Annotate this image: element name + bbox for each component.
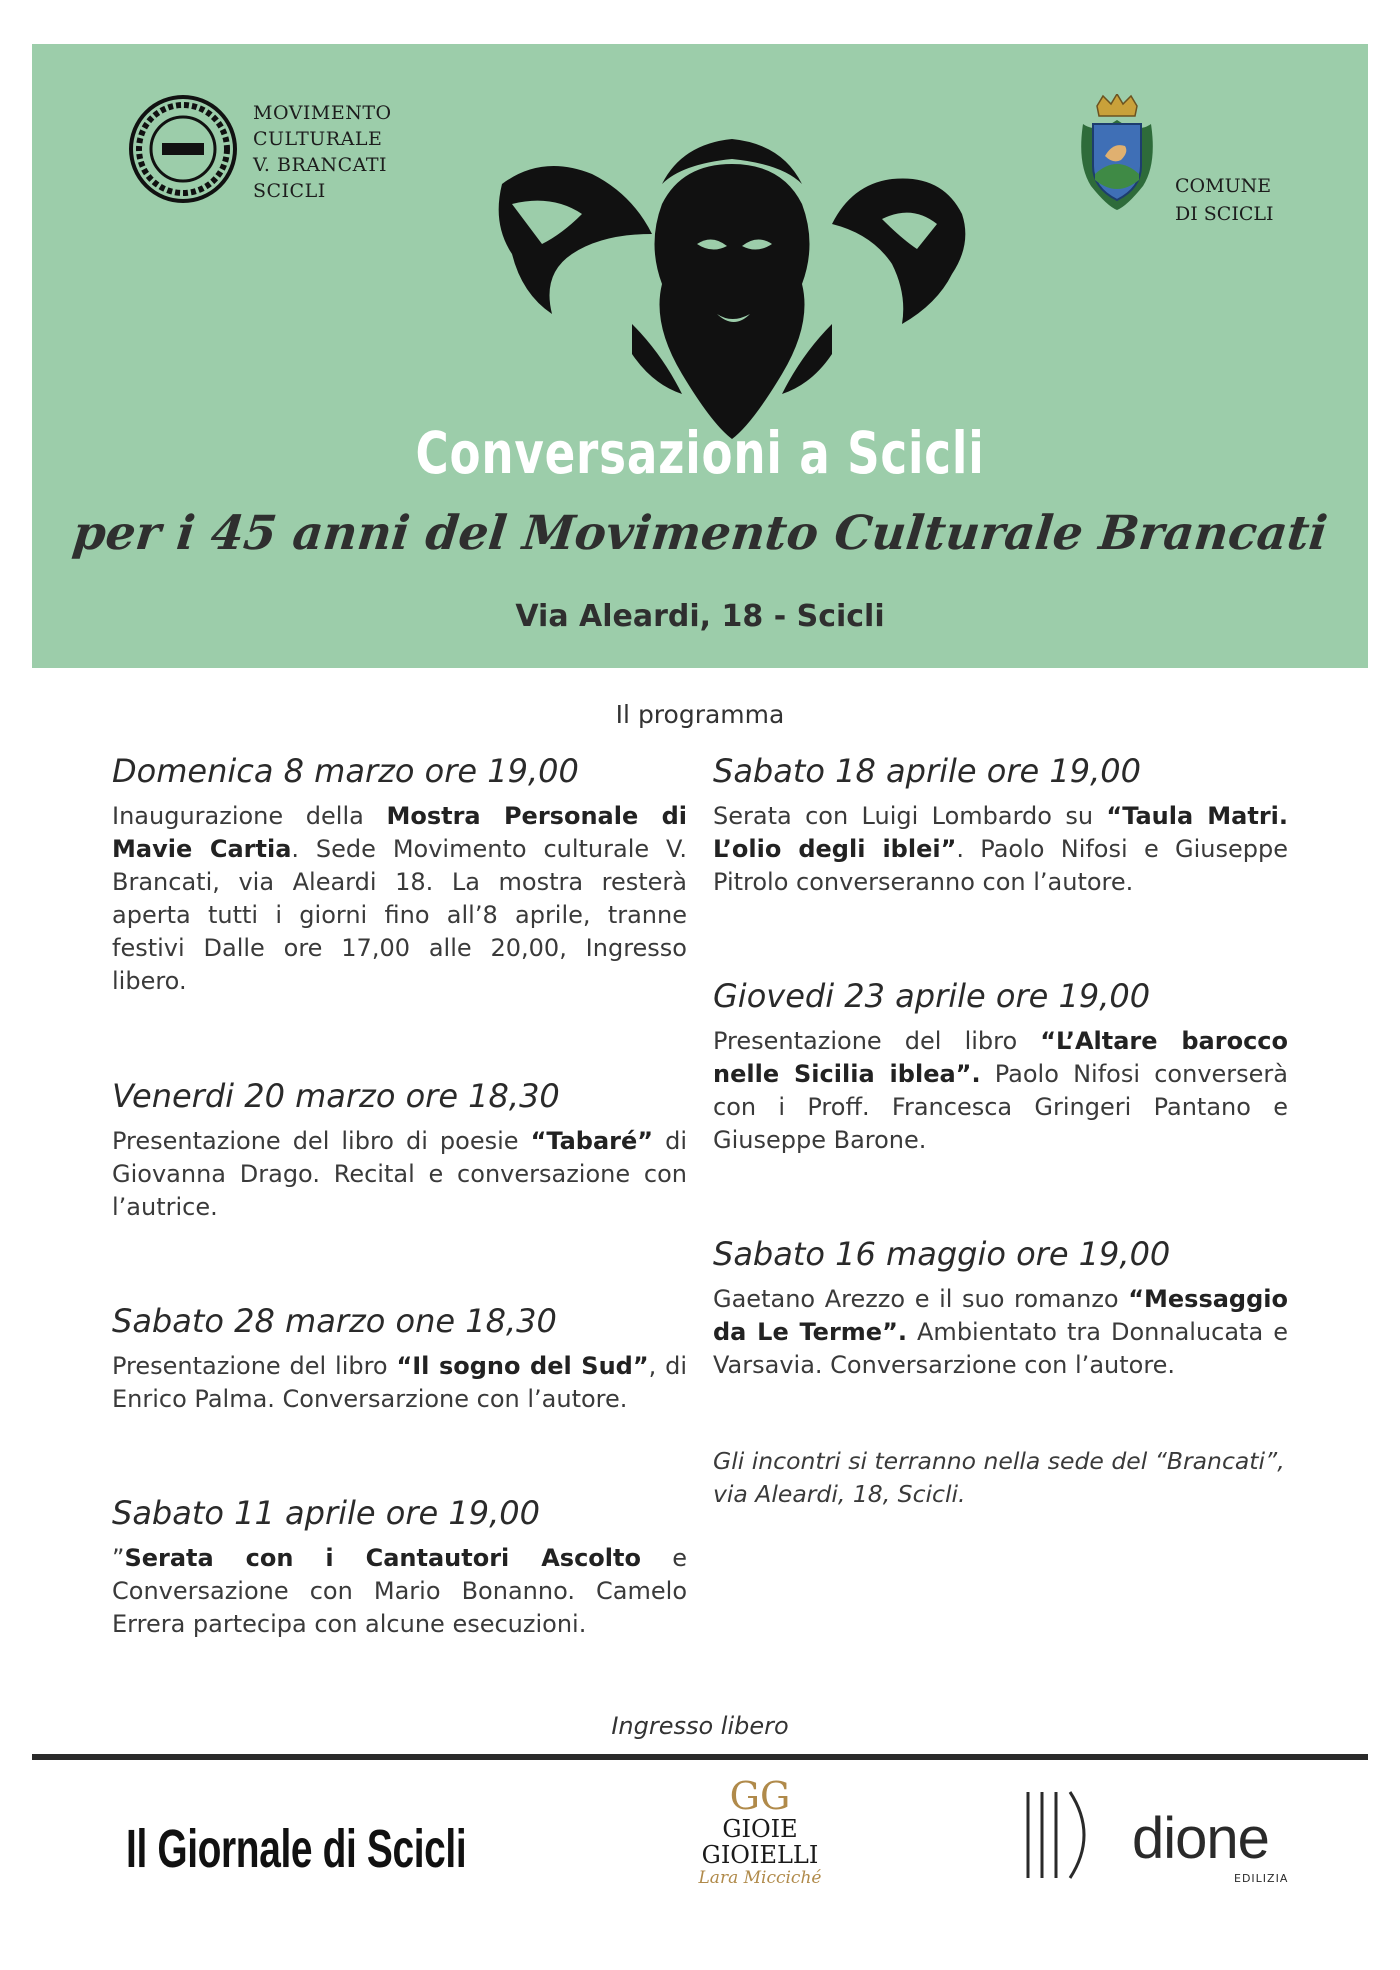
desc-bold: “Il sogno del Sud”	[396, 1352, 649, 1380]
venue-note: Gli incontri si terranno nella sede del “Brancati”, via Aleardi, 18, Scicli.	[713, 1447, 1285, 1508]
event-date: Sabato 28 marzo one 18,30	[112, 1302, 557, 1340]
gioie-name: GIOIE	[722, 1815, 798, 1843]
event-item	[713, 1235, 1288, 1382]
movimento-seal-icon	[128, 94, 238, 204]
event-date: Sabato 16 maggio ore 19,00	[713, 1235, 1171, 1273]
event-date: Venerdi 20 marzo ore 18,30	[112, 1077, 560, 1115]
desc-text: Presentazione del libro di poesie	[112, 1127, 531, 1155]
event-address: Via Aleardi, 18 - Scicli	[515, 599, 885, 634]
comune-name	[1175, 172, 1274, 228]
event-description	[112, 1350, 687, 1416]
desc-text: e Conversazione con Mario Bonanno. Camelo Errera partecipa con alcune esecuzioni.	[112, 1544, 687, 1638]
comune-line: COMUNE	[1175, 175, 1272, 197]
movimento-name	[253, 100, 392, 204]
org-line: MOVIMENTO	[253, 102, 392, 124]
comune-logo	[1077, 94, 1337, 234]
sponsor-giornale-logo: Il Giornale di Scicli	[126, 1819, 467, 1879]
event-date: Sabato 18 aprile ore 19,00	[713, 752, 1141, 790]
sponsor-gioie-logo	[690, 1776, 830, 1906]
event-description	[713, 1025, 1288, 1157]
desc-text: Paolo Nifosi converserà con i Proff. Francesca Gringeri Pantano e Giuseppe Barone.	[713, 1060, 1288, 1154]
desc-text: Serata con Luigi Lombardo su	[713, 802, 1107, 830]
org-line: SCICLI	[253, 180, 326, 202]
comune-line: DI SCICLI	[1175, 203, 1274, 225]
event-date: Giovedi 23 aprile ore 19,00	[713, 977, 1151, 1015]
desc-text: Presentazione del libro	[112, 1352, 397, 1380]
desc-text: , di Enrico Palma. Conversarzione con l’autore.	[112, 1352, 688, 1413]
event-item	[713, 977, 1288, 1157]
header-banner	[32, 44, 1368, 668]
desc-bold: “Taula Matri. L’olio degli iblei”	[713, 802, 1289, 863]
event-item	[112, 1077, 687, 1224]
desc-text: ”	[112, 1544, 125, 1572]
gioie-signature: Lara Micciché	[698, 1868, 822, 1888]
program-heading: Il programma	[615, 700, 785, 729]
desc-bold: Mostra Personale di Mavie Cartia	[112, 802, 687, 863]
event-description	[713, 1283, 1288, 1382]
desc-text: . Sede Movimento culturale V. Brancati, via Aleardi 18. La mostra resterà aperta tutti i giorni fino all’8 aprile, tranne festivi Dalle ore 17,00 alle 20,00, Ingresso libero.	[112, 835, 688, 995]
event-description	[112, 800, 687, 998]
desc-text: . Paolo Nifosi e Giuseppe Pitrolo converseranno con l’autore.	[713, 835, 1289, 896]
event-date: Sabato 11 aprile ore 19,00	[112, 1494, 540, 1532]
event-description	[112, 1125, 687, 1224]
movimento-logo	[128, 94, 508, 214]
coat-of-arms-icon	[1077, 94, 1157, 214]
sponsor-dione-logo	[1022, 1788, 1302, 1888]
org-line: V. BRANCATI	[253, 154, 387, 176]
desc-text: Inaugurazione della	[112, 802, 387, 830]
desc-text: Presentazione del libro	[713, 1027, 1041, 1055]
event-item	[112, 1494, 687, 1641]
event-title: Conversazioni a Scicli	[415, 419, 985, 487]
event-date: Domenica 8 marzo ore 19,00	[112, 752, 579, 790]
desc-bold: “Tabaré”	[530, 1127, 654, 1155]
event-item	[112, 1302, 687, 1416]
free-entry-note: Ingresso libero	[611, 1712, 789, 1740]
desc-bold: “Messaggio da Le Terme”.	[713, 1285, 1288, 1346]
desc-bold: “L’Altare barocco nelle Sicilia iblea”.	[713, 1027, 1289, 1088]
footer-divider	[32, 1754, 1368, 1760]
desc-bold: Serata con i Cantautori Ascolto	[124, 1544, 641, 1572]
cherub-illustration	[482, 124, 982, 454]
dione-wordmark: dione	[1132, 1806, 1269, 1871]
org-line: CULTURALE	[253, 128, 383, 150]
desc-text: di Giovanna Drago. Recital e conversazione con l’autrice.	[112, 1127, 687, 1221]
event-item	[713, 752, 1288, 899]
event-subtitle: per i 45 anni del Movimento Culturale Brancati	[70, 506, 1330, 561]
event-description	[112, 1542, 687, 1641]
event-item	[112, 752, 687, 998]
dione-subtitle: EDILIZIA	[1234, 1872, 1289, 1885]
desc-text: Gaetano Arezzo e il suo romanzo	[713, 1285, 1129, 1313]
event-description	[713, 800, 1288, 899]
dione-mark-icon	[1022, 1788, 1102, 1883]
desc-text: Ambientato tra Donnalucata e Varsavia. Conversarzione con l’autore.	[713, 1318, 1288, 1379]
gioie-name: GIOIELLI	[701, 1841, 819, 1869]
gioie-monogram: GG	[729, 1774, 791, 1818]
